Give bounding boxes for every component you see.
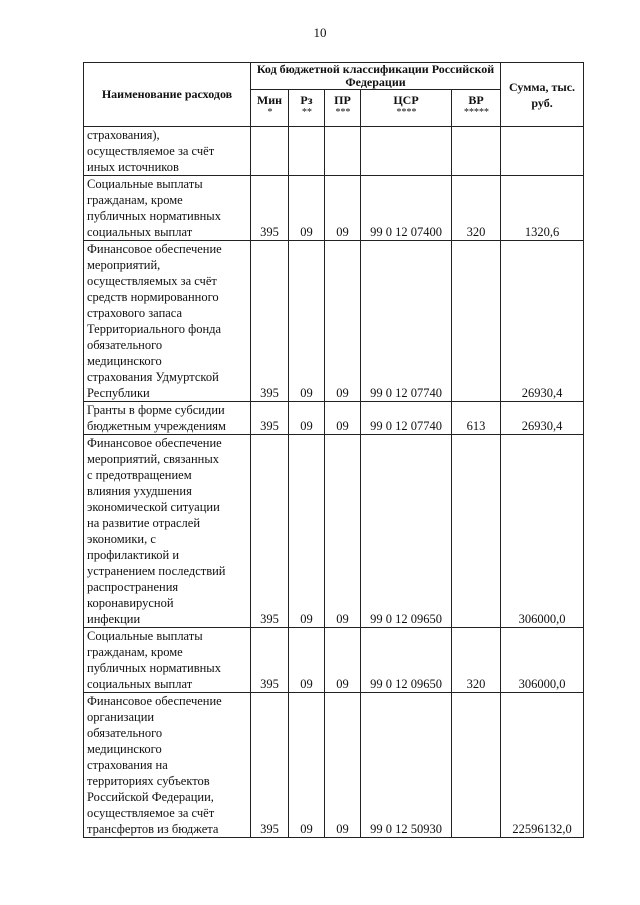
rz-code-cell: 09 <box>289 628 325 693</box>
csr-code-cell: 99 0 12 07740 <box>361 241 452 402</box>
column-header-csr: ЦСР **** <box>361 90 452 127</box>
pr-code-cell <box>325 127 361 176</box>
expense-name-line: Финансовое обеспечение <box>87 694 222 708</box>
expense-name-line: Гранты в форме субсидии <box>87 403 225 417</box>
column-header-min: Мин * <box>251 90 289 127</box>
table-row <box>84 127 584 176</box>
expense-name-line: социальных выплат <box>87 225 193 239</box>
min-code-cell <box>251 127 289 176</box>
expense-name-line: страхования Удмуртской <box>87 370 219 384</box>
sum-cell: 26930,4 <box>501 241 584 402</box>
pr-code-cell: 09 <box>325 176 361 241</box>
rz-code-cell: 09 <box>289 241 325 402</box>
expense-name-cell <box>84 402 251 435</box>
expense-name-line: страхования на <box>87 758 168 772</box>
sum-cell: 22596132,0 <box>501 693 584 838</box>
expense-name-cell <box>84 176 251 241</box>
vr-code-cell: 320 <box>452 176 501 241</box>
expense-name-line: Социальные выплаты <box>87 629 203 643</box>
min-code-cell: 395 <box>251 402 289 435</box>
budget-table <box>83 62 584 838</box>
sum-cell: 26930,4 <box>501 402 584 435</box>
expense-name-cell <box>84 693 251 838</box>
rz-code-cell: 09 <box>289 693 325 838</box>
rz-code-cell: 09 <box>289 402 325 435</box>
column-header-sum: Сумма, тыс. руб. <box>501 63 584 127</box>
table-row <box>84 628 584 693</box>
page-number: 10 <box>313 25 327 40</box>
csr-code-cell: 99 0 12 09650 <box>361 628 452 693</box>
expense-name-line: профилактикой и <box>87 548 180 562</box>
expense-name-line: инфекции <box>87 612 141 626</box>
csr-code-cell <box>361 127 452 176</box>
pr-code-cell: 09 <box>325 628 361 693</box>
min-code-cell: 395 <box>251 241 289 402</box>
vr-code-cell: 613 <box>452 402 501 435</box>
csr-code-cell: 99 0 12 07400 <box>361 176 452 241</box>
expense-name-line: медицинского <box>87 742 162 756</box>
vr-code-cell <box>452 127 501 176</box>
expense-name-line: влияния ухудшения <box>87 484 192 498</box>
rz-code-cell: 09 <box>289 176 325 241</box>
table-row <box>84 693 584 838</box>
expense-name-line: Республики <box>87 386 150 400</box>
sum-cell: 1320,6 <box>501 176 584 241</box>
expense-name-line: экономической ситуации <box>87 500 220 514</box>
table-header <box>84 63 584 127</box>
expense-name-line: территориях субъектов <box>87 774 210 788</box>
expense-name-line: Финансовое обеспечение <box>87 436 222 450</box>
expense-name-line: экономики, с <box>87 532 156 546</box>
expense-name-line: Территориального фонда <box>87 322 222 336</box>
column-header-vr: ВР ***** <box>452 90 501 127</box>
expense-name-line: иных источников <box>87 160 179 174</box>
csr-code-cell: 99 0 12 09650 <box>361 435 452 628</box>
expense-name-line: осуществляемых за счёт <box>87 274 217 288</box>
table-row <box>84 241 584 402</box>
expense-name-line: распространения <box>87 580 179 594</box>
pr-code-cell: 09 <box>325 402 361 435</box>
expense-name-line: обязательного <box>87 338 163 352</box>
column-header-rz: Рз ** <box>289 90 325 127</box>
expense-name-line: публичных нормативных <box>87 661 221 675</box>
expense-name-line: бюджетным учреждениям <box>87 419 226 433</box>
column-header-code-group: Код бюджетной классификации Российской Федерации <box>251 63 501 90</box>
expense-name-cell <box>84 435 251 628</box>
vr-code-cell <box>452 435 501 628</box>
csr-code-cell: 99 0 12 07740 <box>361 402 452 435</box>
expense-name-line: осуществляемое за счёт <box>87 806 215 820</box>
expense-name-line: организации <box>87 710 155 724</box>
pr-code-cell: 09 <box>325 241 361 402</box>
vr-code-cell: 320 <box>452 628 501 693</box>
column-header-pr: ПР *** <box>325 90 361 127</box>
expense-name-line: мероприятий, связанных <box>87 452 219 466</box>
table-row <box>84 402 584 435</box>
expense-name-line: страхования), <box>87 128 160 142</box>
pr-code-cell: 09 <box>325 435 361 628</box>
vr-code-cell <box>452 693 501 838</box>
rz-code-cell <box>289 127 325 176</box>
expense-name-line: трансфертов из бюджета <box>87 822 219 836</box>
min-code-cell: 395 <box>251 176 289 241</box>
rz-code-cell: 09 <box>289 435 325 628</box>
expense-name-line: медицинского <box>87 354 162 368</box>
expense-name-cell <box>84 628 251 693</box>
expense-name-line: средств нормированного <box>87 290 219 304</box>
expense-name-line: с предотвращением <box>87 468 192 482</box>
expense-name-line: на развитие отраслей <box>87 516 201 530</box>
expense-name-line: устранением последствий <box>87 564 226 578</box>
expense-name-line: обязательного <box>87 726 163 740</box>
expense-name-line: коронавирусной <box>87 596 174 610</box>
expense-name-line: гражданам, кроме <box>87 193 183 207</box>
expense-name-line: Российской Федерации, <box>87 790 214 804</box>
column-header-name: Наименование расходов <box>84 63 251 127</box>
expense-name-cell <box>84 127 251 176</box>
sum-cell: 306000,0 <box>501 435 584 628</box>
expense-name-line: страхового запаса <box>87 306 183 320</box>
table-body <box>84 127 584 838</box>
expense-name-line: публичных нормативных <box>87 209 221 223</box>
min-code-cell: 395 <box>251 435 289 628</box>
expense-name-line: Финансовое обеспечение <box>87 242 222 256</box>
table-row <box>84 435 584 628</box>
expense-name-line: гражданам, кроме <box>87 645 183 659</box>
table-row <box>84 176 584 241</box>
min-code-cell: 395 <box>251 693 289 838</box>
vr-code-cell <box>452 241 501 402</box>
expense-name-line: Социальные выплаты <box>87 177 203 191</box>
expense-name-cell <box>84 241 251 402</box>
sum-cell: 306000,0 <box>501 628 584 693</box>
expense-name-line: мероприятий, <box>87 258 161 272</box>
expense-name-line: социальных выплат <box>87 677 193 691</box>
expense-name-line: осуществляемое за счёт <box>87 144 215 158</box>
sum-cell <box>501 127 584 176</box>
csr-code-cell: 99 0 12 50930 <box>361 693 452 838</box>
min-code-cell: 395 <box>251 628 289 693</box>
pr-code-cell: 09 <box>325 693 361 838</box>
